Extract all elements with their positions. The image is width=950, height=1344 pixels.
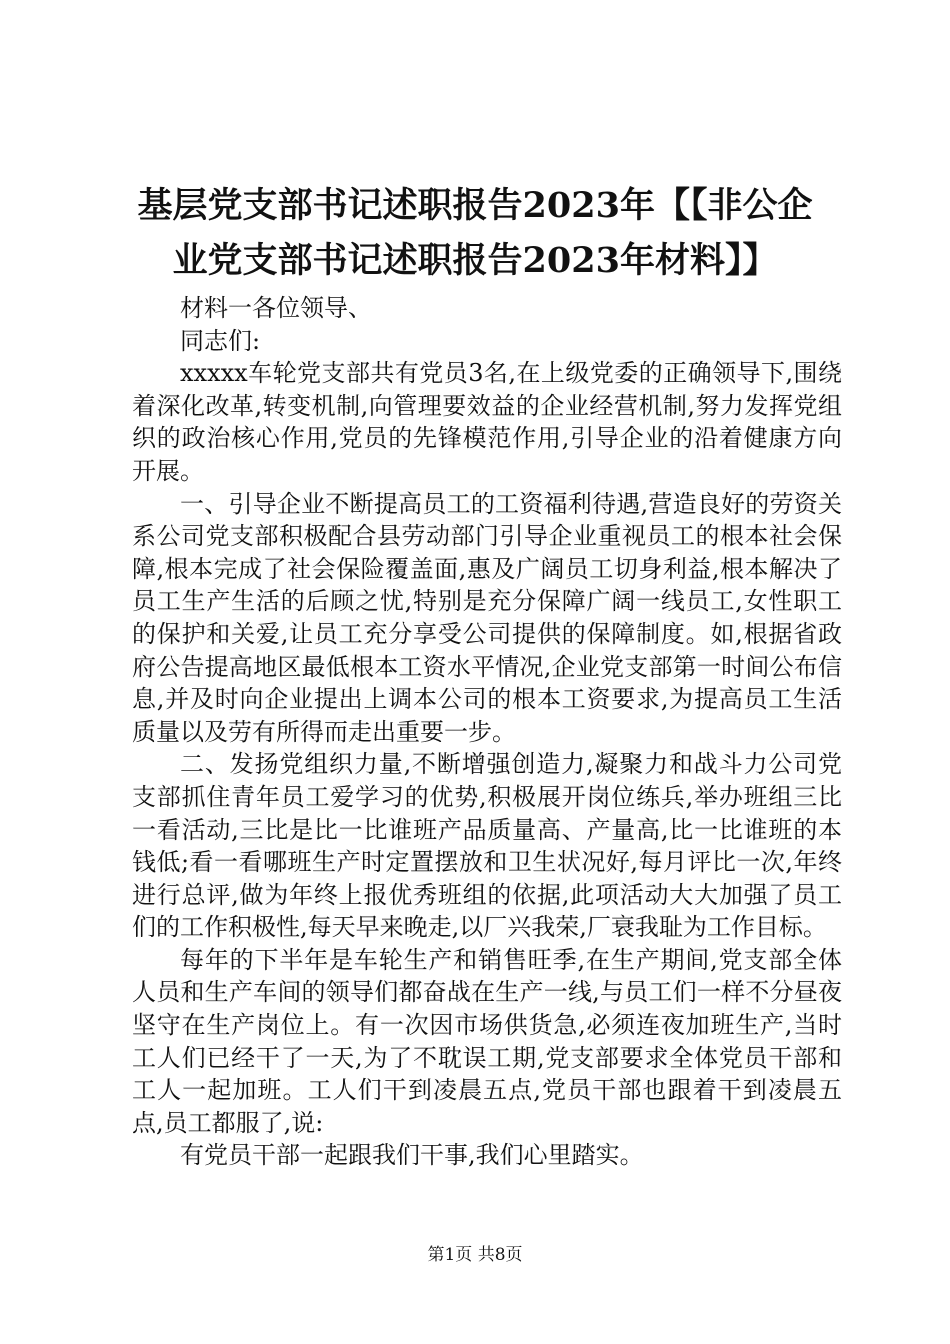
paragraph: 同志们: (180, 326, 261, 355)
page-footer: 第1页 共8页 (427, 1245, 523, 1265)
document-body (132, 292, 842, 1172)
paragraph: 二、发扬党组织力量,不断增强创造力,凝聚力和战斗力公司党支部抓住青年员工爱学习的优势,积极展开岗位练兵,举办班组三比一看活动,三比是比一比谁班产品质量高、产量高,比一比谁班的本钱低;看一看哪班生产时定置摆放和卫生状况好,每月评比一次,年终进行总评,做为年终上报优秀班组的依据,此项活动大大加强了员工们的工作积极性,每天早来晚走,以厂兴我荣,厂衰我耻为工作目标。 (132, 750, 842, 942)
title-line-1: 基层党支部书记述职报告2023年【【非公企 (137, 185, 813, 226)
paragraph: 有党员干部一起跟我们干事,我们心里踏实。 (180, 1141, 644, 1170)
paragraph: 材料一各位领导、 (180, 294, 372, 322)
paragraph: 每年的下半年是车轮生产和销售旺季,在生产期间,党支部全体人员和生产车间的领导们都奋战在生产一线,与员工们一样不分昼夜坚守在生产岗位上。有一次因市场供货急,必须连夜加班生产,当时工人们已经干了一天,为了不耽误工期,党支部要求全体党员干部和工人一起加班。工人们干到凌晨五点,党员干部也跟着干到凌晨五点,员工都服了,说: (132, 945, 842, 1137)
title-line-2: 业党支部书记述职报告2023年材料】】 (172, 240, 778, 281)
document-title (115, 178, 835, 288)
paragraph: xxxxx车轮党支部共有党员3名,在上级党委的正确领导下,围绕着深化改革,转变机制,向管理要效益的企业经营机制,努力发挥党组织的政治核心作用,党员的先锋模范作用,引导企业的沿着健康方向开展。 (132, 359, 842, 485)
paragraph: 一、引导企业不断提高员工的工资福利待遇,营造良好的劳资关系公司党支部积极配合县劳动部门引导企业重视员工的根本社会保障,根本完成了社会保险覆盖面,惠及广阔员工切身利益,根本解决了员工生产生活的后顾之忧,特别是充分保障广阔一线员工,女性职工的保护和关爱,让员工充分享受公司提供的保障制度。如,根据省政府公告提高地区最低根本工资水平情况,企业党支部第一时间公布信息,并及时向企业提出上调本公司的根本工资要求,为提高员工生活质量以及劳有所得而走出重要一步。 (132, 489, 842, 746)
